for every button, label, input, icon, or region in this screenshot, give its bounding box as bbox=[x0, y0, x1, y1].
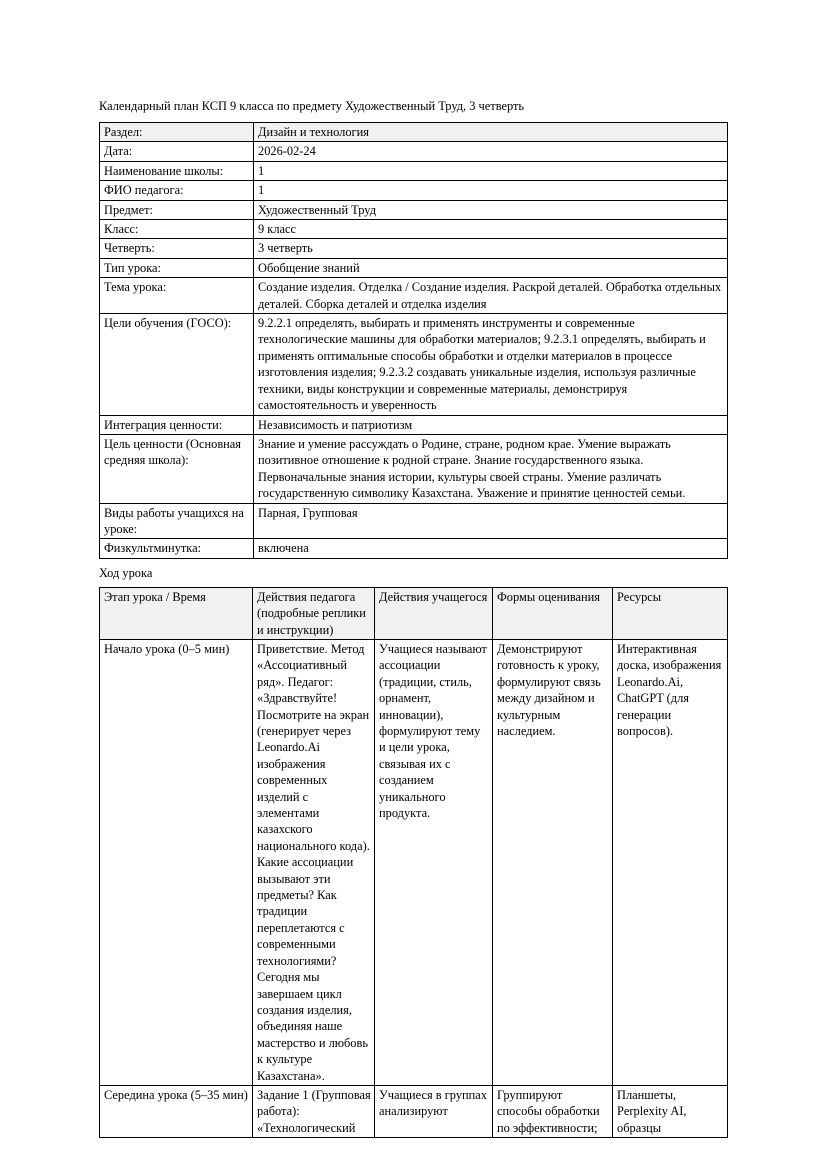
info-row-label: Предмет: bbox=[100, 200, 254, 219]
flow-cell-teacher: Задание 1 (Групповая работа): «Технологический bbox=[253, 1085, 375, 1137]
table-row bbox=[100, 161, 728, 180]
table-row bbox=[100, 239, 728, 258]
table-row bbox=[100, 258, 728, 277]
info-row-value: 3 четверть bbox=[254, 239, 728, 258]
info-row-value: Знание и умение рассуждать о Родине, стране, родном крае. Умение выражать позитивное отношение к родной стране. Знание государственного языка. Первоначальные знания истории, культуры своей страны. Умение различать государственную символику Казахстана. Уважение и принятие ценностей семьи. bbox=[254, 434, 728, 503]
table-row bbox=[100, 415, 728, 434]
info-row-value: Художественный Труд bbox=[254, 200, 728, 219]
flow-cell-assessment: Группируют способы обработки по эффективности; bbox=[493, 1085, 613, 1137]
table-row bbox=[100, 142, 728, 161]
info-row-label: Наименование школы: bbox=[100, 161, 254, 180]
table-row bbox=[100, 434, 728, 503]
info-row-value: включена bbox=[254, 539, 728, 558]
info-row-value: Создание изделия. Отделка / Создание изделия. Раскрой деталей. Обработка отдельных деталей. Сборка деталей и отделка изделия bbox=[254, 278, 728, 314]
page-content bbox=[99, 98, 727, 1138]
table-row bbox=[100, 539, 728, 558]
lesson-flow-table bbox=[99, 587, 728, 1138]
info-row-label: Дата: bbox=[100, 142, 254, 161]
info-row-value: Парная, Групповая bbox=[254, 503, 728, 539]
page-title: Календарный план КСП 9 класса по предмету Художественный Труд, 3 четверть bbox=[99, 99, 525, 113]
info-row-label: Четверть: bbox=[100, 239, 254, 258]
table-row bbox=[100, 200, 728, 219]
table-header-row bbox=[100, 587, 728, 639]
column-header-stage: Этап урока / Время bbox=[100, 587, 253, 639]
info-row-label: Виды работы учащихся на уроке: bbox=[100, 503, 254, 539]
flow-cell-student: Учащиеся называют ассоциации (традиции, стиль, орнамент, инновации), формулируют тему и цели урока, связывая их с созданием уникального продукта. bbox=[375, 639, 493, 1085]
info-row-value: Обобщение знаний bbox=[254, 258, 728, 277]
table-row bbox=[100, 1085, 728, 1137]
info-row-label: Цель ценности (Основная средняя школа): bbox=[100, 434, 254, 503]
info-row-value: Дизайн и технология bbox=[254, 123, 728, 142]
info-row-label: Класс: bbox=[100, 220, 254, 239]
info-row-label: Интеграция ценности: bbox=[100, 415, 254, 434]
table-row bbox=[100, 181, 728, 200]
lesson-info-table bbox=[99, 122, 728, 559]
column-header-teacher: Действия педагога (подробные реплики и инструкции) bbox=[253, 587, 375, 639]
lesson-info-body bbox=[100, 123, 728, 559]
table-row bbox=[100, 503, 728, 539]
info-row-value: 9 класс bbox=[254, 220, 728, 239]
flow-cell-resources: Планшеты, Perplexity AI, образцы bbox=[613, 1085, 728, 1137]
info-row-label: Тип урока: bbox=[100, 258, 254, 277]
info-row-label: Раздел: bbox=[100, 123, 254, 142]
lesson-flow-heading: Ход урока bbox=[99, 565, 153, 580]
info-row-value: 1 bbox=[254, 181, 728, 200]
lesson-flow-header bbox=[100, 587, 728, 639]
info-row-value: 1 bbox=[254, 161, 728, 180]
table-row bbox=[100, 314, 728, 415]
flow-cell-teacher: Приветствие. Метод «Ассоциативный ряд». Педагог: «Здравствуйте! Посмотрите на экран (генерирует через Leonardo.Ai изображения современных изделий с элементами казахского национального кода). Какие ассоциации вызывают эти предметы? Как традиции переплетаются с современными технологиями? Сегодня мы завершаем цикл создания изделия, объединяя наше мастерство и любовь к культуре Казахстана». bbox=[253, 639, 375, 1085]
info-row-label: Цели обучения (ГОСО): bbox=[100, 314, 254, 415]
info-row-value: Независимость и патриотизм bbox=[254, 415, 728, 434]
info-row-label: ФИО педагога: bbox=[100, 181, 254, 200]
info-row-value: 2026-02-24 bbox=[254, 142, 728, 161]
table-row bbox=[100, 123, 728, 142]
flow-cell-resources: Интерактивная доска, изображения Leonardo.Ai, ChatGPT (для генерации вопросов). bbox=[613, 639, 728, 1085]
info-row-label: Физкультминутка: bbox=[100, 539, 254, 558]
flow-cell-assessment: Демонстрируют готовность к уроку, формулируют связь между дизайном и культурным наследием. bbox=[493, 639, 613, 1085]
info-row-label: Тема урока: bbox=[100, 278, 254, 314]
flow-cell-stage: Середина урока (5–35 мин) bbox=[100, 1085, 253, 1137]
flow-cell-student: Учащиеся в группах анализируют bbox=[375, 1085, 493, 1137]
column-header-assessment: Формы оценивания bbox=[493, 587, 613, 639]
info-row-value: 9.2.2.1 определять, выбирать и применять инструменты и современные технологические машины для обработки материалов; 9.2.3.1 определять, выбирать и применять оптимальные способы обработки и отделки материалов в процессе изготовления изделия; 9.2.3.2 создавать уникальные изделия, используя различные техники, виды конструкции и современные материалы, демонстрируя самостоятельность и уверенность bbox=[254, 314, 728, 415]
column-header-student: Действия учащегося bbox=[375, 587, 493, 639]
lesson-flow-body bbox=[100, 639, 728, 1137]
table-row bbox=[100, 220, 728, 239]
table-row bbox=[100, 278, 728, 314]
column-header-resources: Ресурсы bbox=[613, 587, 728, 639]
flow-cell-stage: Начало урока (0–5 мин) bbox=[100, 639, 253, 1085]
table-row bbox=[100, 639, 728, 1085]
